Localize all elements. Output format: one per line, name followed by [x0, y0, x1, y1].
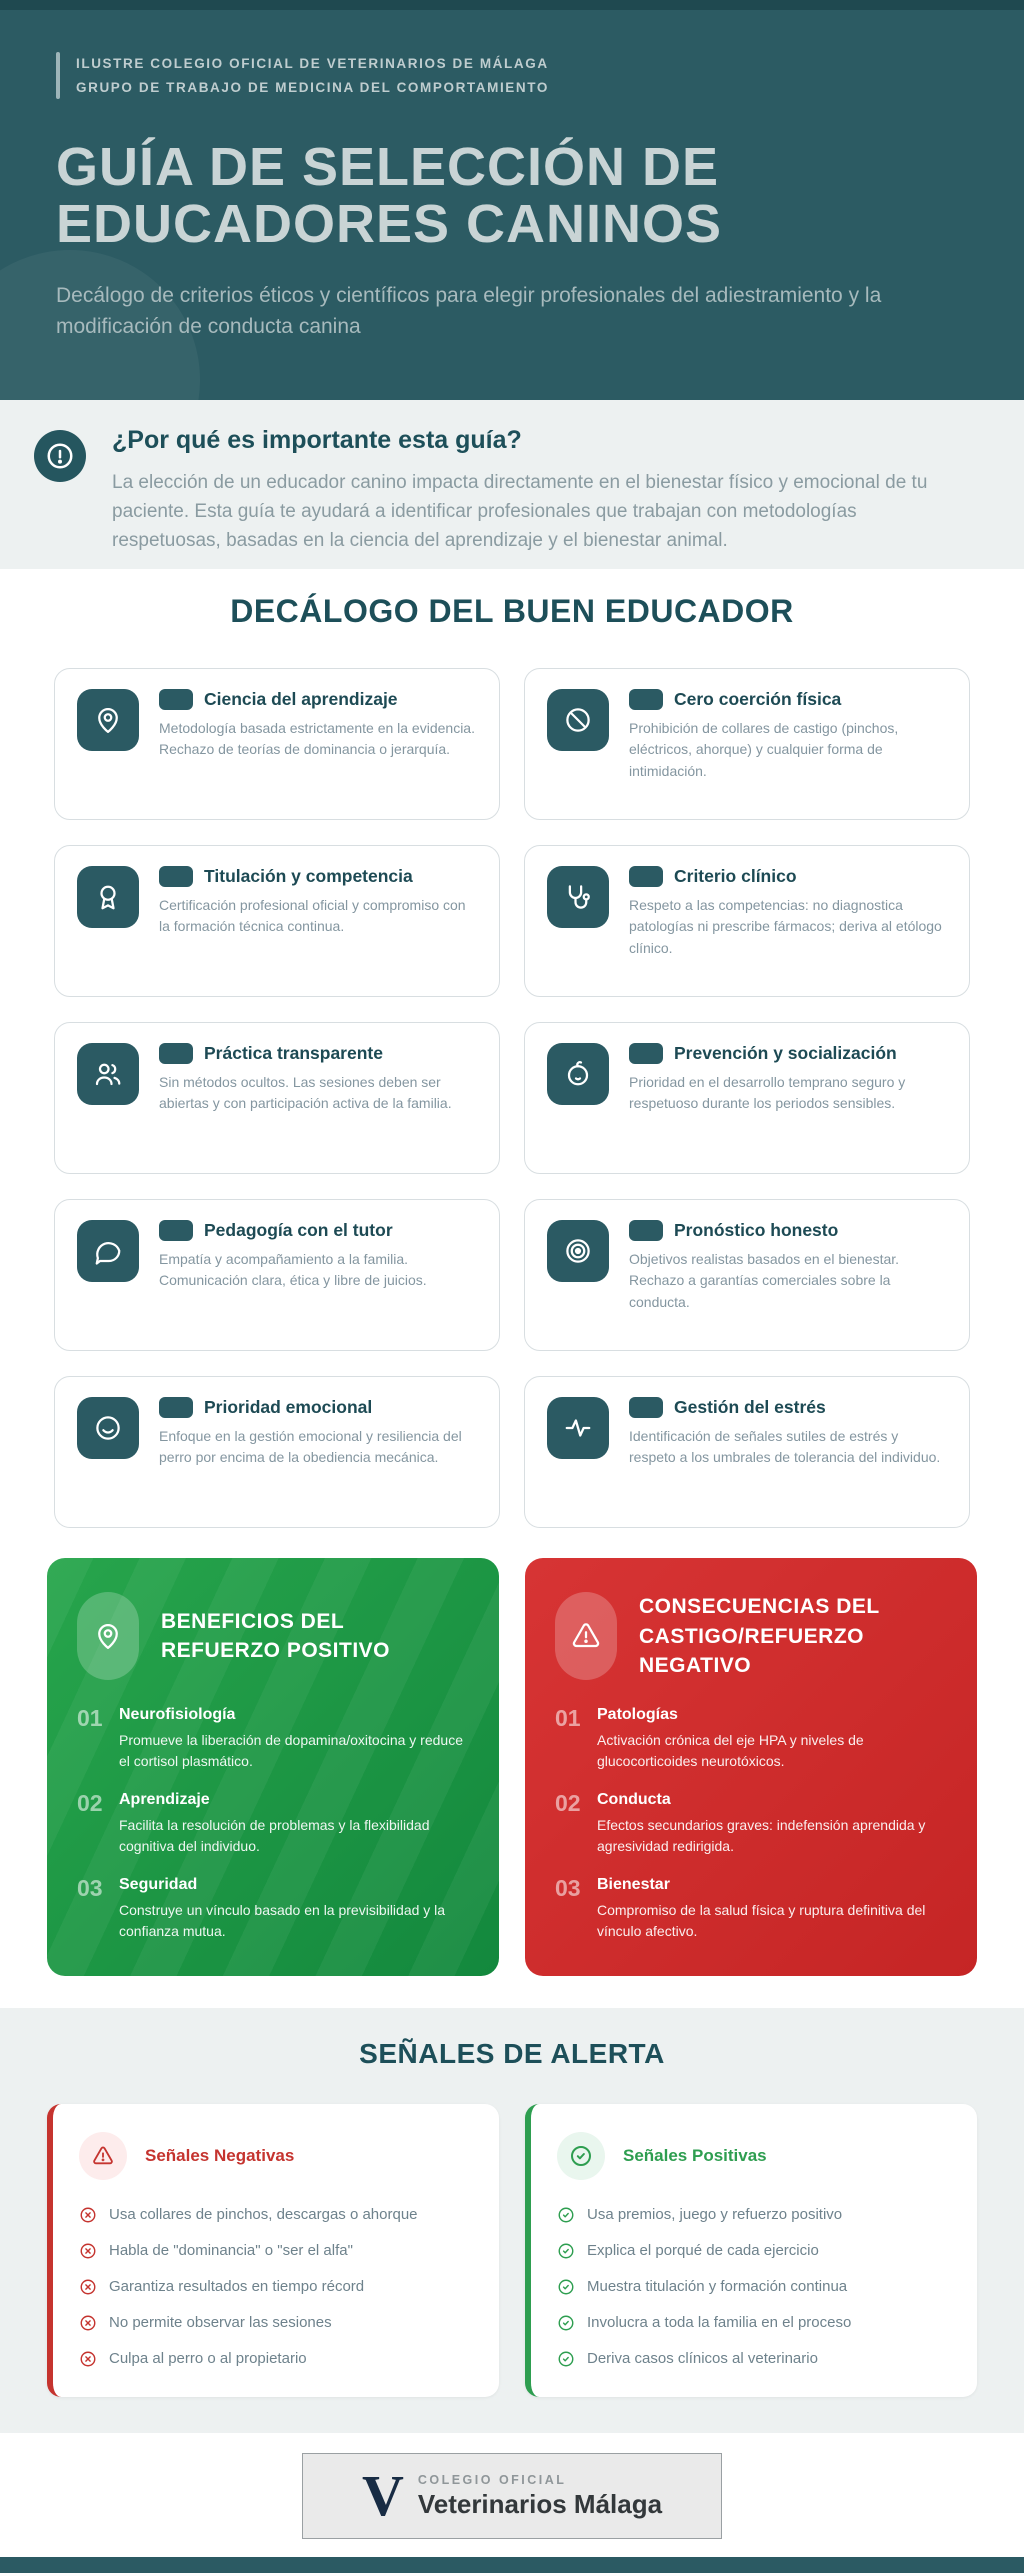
decalogo-card	[524, 1022, 970, 1174]
card-number-badge	[629, 1043, 663, 1064]
panel-item-number: 01	[77, 1705, 103, 1732]
card-body: Empatía y acompañamiento a la familia. Comunicación clara, ética y libre de juicios.	[159, 1251, 427, 1289]
card-number-badge	[629, 689, 663, 710]
positive-signals-card	[525, 2104, 977, 2397]
alerts-section	[0, 2008, 1024, 2433]
benefits-title: BENEFICIOS DEL REFUERZO POSITIVO	[161, 1609, 391, 1663]
panel-item-title: Neurofisiología	[119, 1706, 236, 1724]
decalogo-card	[524, 668, 970, 820]
card-body: Certificación profesional oficial y compromiso con la formación técnica continua.	[159, 897, 466, 935]
baby-icon	[547, 1043, 609, 1105]
page-title-line2: EDUCADORES CANINOS	[56, 194, 723, 255]
alerts-heading: SEÑALES DE ALERTA	[359, 2038, 665, 2070]
check-circle-icon	[557, 2312, 575, 2332]
smile-icon	[77, 1397, 139, 1459]
card-title: Prevención y socialización	[674, 1043, 897, 1064]
warning-triangle-icon	[79, 2132, 127, 2180]
alert-item-text: Habla de "dominancia" o "ser el alfa"	[109, 2242, 353, 2260]
alert-list-item	[557, 2276, 951, 2297]
x-circle-icon	[79, 2240, 97, 2260]
panel-item-body: Efectos secundarios graves: indefensión aprendida y agresividad redirigida.	[597, 1817, 926, 1855]
card-number-badge	[629, 1220, 663, 1241]
decalogo-grid	[54, 668, 970, 1528]
intro-heading: ¿Por qué es importante esta guía?	[112, 426, 522, 454]
decalogo-section	[0, 569, 1024, 1554]
check-circle-icon	[557, 2132, 605, 2180]
alert-list-item	[557, 2312, 951, 2333]
alert-list-item	[79, 2240, 473, 2261]
x-circle-icon	[79, 2204, 97, 2224]
panel-item-body: Promueve la liberación de dopamina/oxitocina y reduce el cortisol plasmático.	[119, 1732, 463, 1770]
check-circle-icon	[557, 2240, 575, 2260]
card-number-badge	[159, 1043, 193, 1064]
panel-item	[555, 1876, 947, 1942]
decalogo-card	[524, 845, 970, 997]
panel-item-body: Activación crónica del eje HPA y niveles de glucocorticoides neurotóxicos.	[597, 1732, 864, 1770]
positive-signals-title: Señales Positivas	[623, 2146, 767, 2166]
ban-icon	[547, 689, 609, 751]
panel-item-title: Patologías	[597, 1706, 678, 1724]
footer	[0, 2433, 1024, 2573]
card-number-badge	[159, 1397, 193, 1418]
college-logo	[302, 2453, 722, 2539]
check-circle-icon	[557, 2276, 575, 2296]
card-title: Ciencia del aprendizaje	[204, 689, 398, 710]
chat-bubble-icon	[77, 1220, 139, 1282]
intro-section	[0, 400, 1024, 569]
users-icon	[77, 1043, 139, 1105]
card-title: Cero coerción física	[674, 689, 842, 710]
panel-item	[555, 1706, 947, 1772]
stethoscope-icon	[547, 866, 609, 928]
alert-item-text: Usa collares de pinchos, descargas o ahorque	[109, 2206, 418, 2224]
card-body: Enfoque en la gestión emocional y resiliencia del perro por encima de la obediencia mecánica.	[159, 1428, 462, 1466]
card-number-badge	[159, 689, 193, 710]
consequences-panel	[525, 1558, 977, 1976]
benefits-panel	[47, 1558, 499, 1976]
card-title: Pedagogía con el tutor	[204, 1220, 393, 1241]
logo-line2: Veterinarios Málaga	[417, 2488, 663, 2519]
x-circle-icon	[79, 2276, 97, 2296]
negative-signals-card	[47, 2104, 499, 2397]
alert-item-text: Muestra titulación y formación continua	[587, 2278, 848, 2296]
panel-item	[77, 1791, 469, 1857]
org-badge-bar	[56, 52, 60, 99]
page-title	[56, 139, 1024, 253]
card-body: Prohibición de collares de castigo (pinchos, eléctricos, ahorque) y cualquier forma de intimidación.	[629, 720, 899, 779]
org-line-1: ILUSTRE COLEGIO OFICIAL DE VETERINARIOS DE MÁLAGA	[76, 56, 549, 71]
panel-item	[77, 1706, 469, 1772]
panel-item-number: 02	[555, 1790, 581, 1817]
page-subtitle: Decálogo de criterios éticos y científicos para elegir profesionales del adiestramiento y la modificación de conducta canina	[56, 283, 882, 339]
card-body: Objetivos realistas basados en el bienestar. Rechazo a garantías comerciales sobre la conducta.	[629, 1251, 900, 1310]
card-body: Metodología basada estrictamente en la evidencia. Rechazo de teorías de dominancia o jerarquía.	[159, 720, 475, 758]
decalogo-card	[524, 1376, 970, 1528]
panel-item	[77, 1876, 469, 1942]
decalogo-card	[54, 1022, 500, 1174]
consequences-items	[555, 1706, 947, 1942]
org-badge	[56, 52, 1024, 99]
header	[0, 0, 1024, 400]
award-icon	[77, 866, 139, 928]
alert-item-text: Culpa al perro o al propietario	[109, 2350, 307, 2368]
decalogo-card	[54, 1376, 500, 1528]
card-title: Práctica transparente	[204, 1043, 383, 1064]
benefits-items	[77, 1706, 469, 1942]
org-line-2: GRUPO DE TRABAJO DE MEDICINA DEL COMPORTAMIENTO	[76, 79, 549, 95]
card-number-badge	[159, 1220, 193, 1241]
decalogo-card	[54, 668, 500, 820]
card-title: Prioridad emocional	[204, 1397, 373, 1418]
alert-list-item	[79, 2204, 473, 2225]
logo-v-mark: V	[361, 2463, 404, 2529]
alert-item-text: Deriva casos clínicos al veterinario	[587, 2350, 818, 2368]
panel-item-number: 03	[555, 1875, 581, 1902]
page-title-line1: GUÍA DE SELECCIÓN DE	[56, 137, 720, 198]
alert-list-item	[557, 2348, 951, 2369]
alert-circle-icon	[34, 430, 86, 482]
x-circle-icon	[79, 2312, 97, 2332]
alert-item-text: Explica el porqué de cada ejercicio	[587, 2242, 819, 2260]
alert-item-text: No permite observar las sesiones	[109, 2314, 332, 2332]
panel-item	[555, 1791, 947, 1857]
card-title: Titulación y competencia	[204, 866, 413, 887]
activity-icon	[547, 1397, 609, 1459]
panels-section	[47, 1558, 977, 1994]
check-circle-icon	[557, 2348, 575, 2368]
decalogo-card	[524, 1199, 970, 1351]
card-body: Respeto a las competencias: no diagnostica patologías ni prescribe fármacos; deriva al etólogo clínico.	[629, 897, 942, 956]
logo-line1: COLEGIO OFICIAL	[417, 2472, 567, 2487]
alert-list-item	[557, 2204, 951, 2225]
decalogo-heading: DECÁLOGO DEL BUEN EDUCADOR	[230, 593, 794, 630]
target-icon	[547, 1220, 609, 1282]
panel-item-title: Seguridad	[119, 1876, 198, 1894]
positive-signals-list	[557, 2204, 951, 2369]
alert-item-text: Garantiza resultados en tiempo récord	[109, 2278, 365, 2296]
panel-item-title: Conducta	[597, 1791, 671, 1809]
map-pin-icon	[77, 1592, 139, 1680]
panel-item-body: Facilita la resolución de problemas y la flexibilidad cognitiva del individuo.	[119, 1817, 430, 1855]
alert-item-text: Usa premios, juego y refuerzo positivo	[587, 2206, 843, 2224]
alert-list-item	[79, 2276, 473, 2297]
consequences-title: CONSECUENCIAS DEL CASTIGO/REFUERZO NEGATIVO	[639, 1595, 880, 1677]
alert-item-text: Involucra a toda la familia en el proceso	[587, 2314, 852, 2332]
panel-item-title: Aprendizaje	[119, 1791, 210, 1809]
header-top-strip	[0, 0, 1024, 10]
intro-body: La elección de un educador canino impacta directamente en el bienestar físico y emocional de tu paciente. Esta guía te ayudará a identificar profesionales que trabajan con metodologías respetuosas, basadas en la ciencia del aprendizaje y el bienestar animal.	[112, 472, 928, 552]
negative-signals-title: Señales Negativas	[145, 2146, 295, 2166]
x-circle-icon	[79, 2348, 97, 2368]
card-title: Gestión del estrés	[674, 1397, 826, 1418]
check-circle-icon	[557, 2204, 575, 2224]
alert-list-item	[79, 2312, 473, 2333]
warning-triangle-icon	[555, 1592, 617, 1680]
card-body: Prioridad en el desarrollo temprano seguro y respetuoso durante los periodos sensibles.	[629, 1074, 906, 1112]
panel-item-title: Bienestar	[597, 1876, 670, 1894]
panel-item-body: Compromiso de la salud física y ruptura definitiva del vínculo afectivo.	[597, 1902, 926, 1940]
card-number-badge	[629, 866, 663, 887]
card-number-badge	[629, 1397, 663, 1418]
card-title: Criterio clínico	[674, 866, 797, 887]
card-number-badge	[159, 866, 193, 887]
card-body: Identificación de señales sutiles de estrés y respeto a los umbrales de tolerancia del individuo.	[629, 1428, 941, 1466]
decalogo-card	[54, 845, 500, 997]
panel-item-number: 03	[77, 1875, 103, 1902]
map-pin-icon	[77, 689, 139, 751]
panel-item-number: 02	[77, 1790, 103, 1817]
negative-signals-list	[79, 2204, 473, 2369]
decalogo-card	[54, 1199, 500, 1351]
panel-item-body: Construye un vínculo basado en la previsibilidad y la confianza mutua.	[119, 1902, 446, 1940]
card-title: Pronóstico honesto	[674, 1220, 839, 1241]
alert-list-item	[557, 2240, 951, 2261]
card-body: Sin métodos ocultos. Las sesiones deben ser abiertas y con participación activa de la familia.	[159, 1074, 452, 1112]
alert-list-item	[79, 2348, 473, 2369]
panel-item-number: 01	[555, 1705, 581, 1732]
